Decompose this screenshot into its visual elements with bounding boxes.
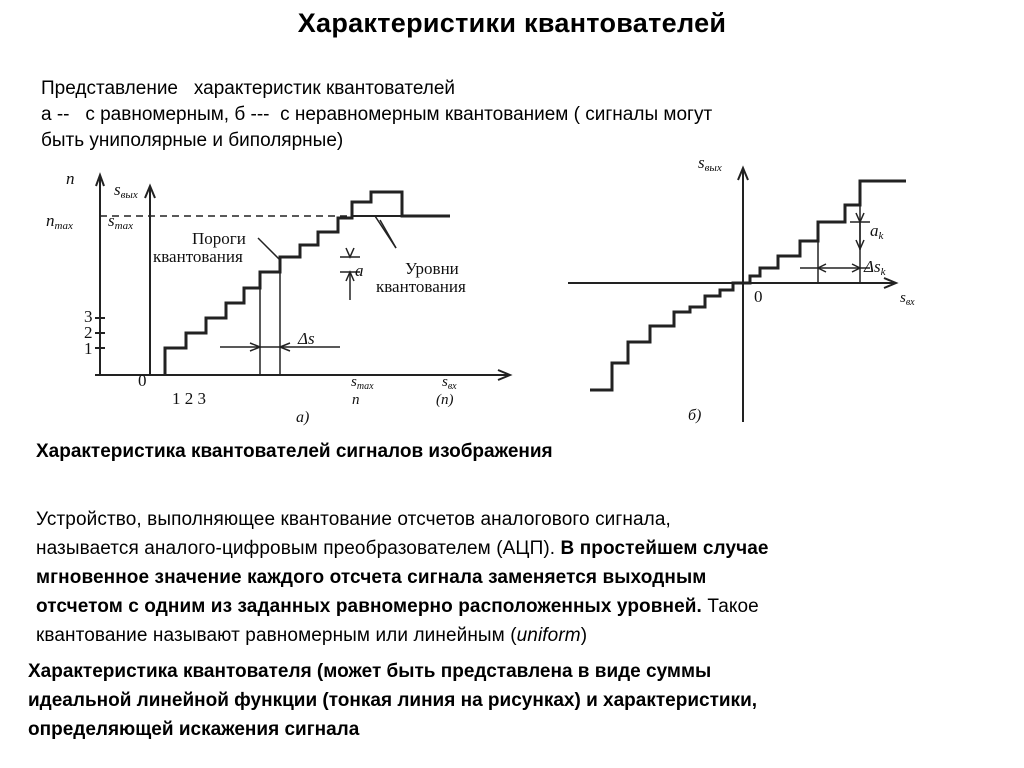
desc-line-4: отсчетом с одним из заданных равномерно расположенных уровней. Такое: [36, 596, 759, 617]
intro-line-1: Представление характеристик квантователей: [41, 78, 456, 99]
label-nmax: nmax: [46, 211, 73, 232]
tick-label-2: 2: [84, 323, 93, 342]
label-smax-x: $s_{max}$: [351, 374, 374, 392]
conclusion-line-2: идеальной линейной функции (тонкая линия на рисунках) и характеристики,: [28, 690, 758, 711]
conclusion-text: [28, 657, 1018, 744]
label-smax-y: smax: [108, 211, 133, 232]
intro-line-3: быть униполярные и биполярные): [41, 130, 344, 151]
tick-label-1: 1: [84, 339, 93, 358]
desc-line-3: мгновенное значение каждого отсчета сигнала заменяется выходным: [36, 567, 707, 588]
label-thresholds-1: Пороги: [192, 229, 246, 248]
label-a: a: [355, 261, 364, 280]
caption-b: б): [688, 407, 702, 424]
description-text: [36, 505, 1021, 650]
label-n-x: n: [352, 392, 360, 408]
label-thresholds-2: квантования: [153, 247, 243, 266]
desc-line-5: квантование называют равномерным или линейным (uniform): [36, 625, 588, 646]
origin-b: 0: [754, 287, 763, 306]
figure-b-nonuniform-quantizer: [560, 150, 940, 430]
label-levels-1: Уровни: [405, 259, 459, 278]
x-tick-labels: 1 2 3: [172, 389, 206, 408]
label-levels-2: квантования: [376, 277, 466, 296]
label-s-out: sвых: [114, 180, 138, 201]
desc-line-1: Устройство, выполняющее квантование отсчетов аналогового сигнала,: [36, 509, 671, 530]
label-n-paren: (n): [436, 392, 454, 408]
origin-a: 0: [138, 371, 147, 390]
label-delta-sk: Δsk: [864, 257, 886, 278]
label-ak: ak: [870, 221, 884, 242]
conclusion-line-3: определяющей искажения сигнала: [28, 719, 360, 740]
label-s-in: $s_{вх}$: [442, 374, 457, 392]
label-n: n: [66, 170, 75, 188]
slide-title: Характеристики квантователей: [297, 8, 727, 38]
desc-line-2: называется аналого-цифровым преобразователем (АЦП). В простейшем случае: [36, 538, 769, 559]
intro-line-2: а -- с равномерным, б --- с неравномерным квантованием ( сигналы могут: [41, 104, 713, 125]
section-subtitle: Характеристика квантователей сигналов изображения: [36, 441, 553, 462]
label-s-in-b: $s_{вх}$: [900, 290, 915, 308]
label-delta-s: Δs: [298, 329, 315, 348]
conclusion-line-1: Характеристика квантователя (может быть представлена в виде суммы: [28, 661, 712, 682]
quantizer-staircase-b: [590, 181, 906, 390]
tick-label-3: 3: [84, 307, 93, 326]
figure-a-uniform-quantizer: [40, 170, 520, 432]
label-s-out-b: sвых: [698, 153, 722, 174]
caption-a: а): [296, 409, 310, 426]
intro-text: [41, 76, 971, 154]
